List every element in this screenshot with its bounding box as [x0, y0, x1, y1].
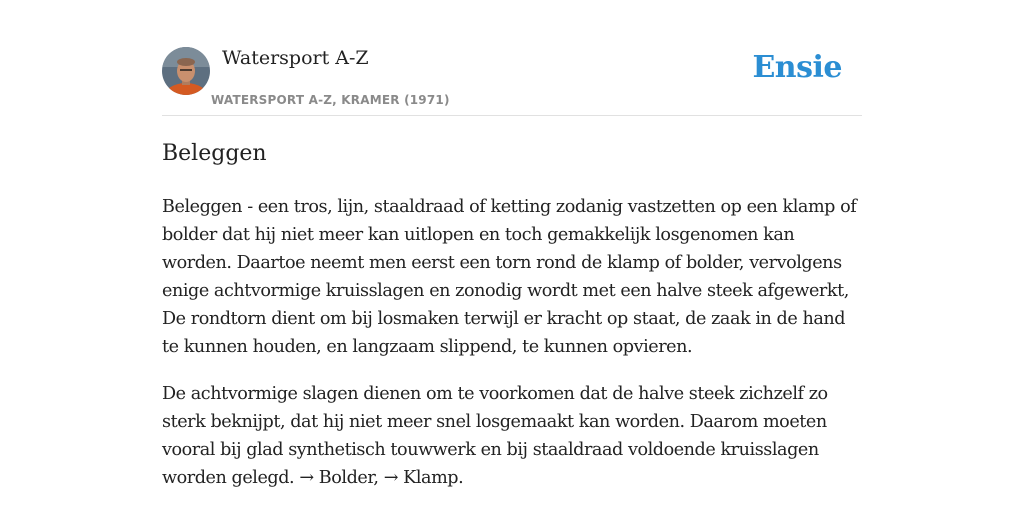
source-name[interactable]: Watersport A-Z [222, 47, 369, 69]
person-photo-icon [162, 47, 210, 95]
ensie-logo[interactable]: Ensie [752, 50, 842, 85]
entry-body [162, 193, 862, 511]
link-klamp[interactable]: → Klamp [383, 468, 459, 488]
paragraph-2-text: De achtvormige slagen dienen om te voorkomen dat de halve steek zichzelf zo sterk beknijpt, dat hij niet meer snel losgemaakt kan worden. Daarom moeten vooral bij glad synthetisch touwwerk en bij staaldraad voldoende kruisslagen worden gelegd. [162, 384, 828, 488]
source-subtitle[interactable]: WATERSPORT A-Z, KRAMER (1971) [211, 93, 450, 107]
link-bolder[interactable]: → Bolder [299, 468, 374, 488]
paragraph-2 [162, 380, 862, 492]
entry-title: Beleggen [162, 141, 267, 166]
link-separator: , [373, 468, 379, 488]
paragraph-1: Beleggen - een tros, lijn, staaldraad of ketting zodanig vastzetten op een klamp of bolder dat hij niet meer kan uitlopen en toch gemakkelijk losgenomen kan worden. Daartoe neemt men eerst een torn rond de klamp of bolder, vervolgens enige achtvormige kruisslagen en zonodig wordt met een halve steek afgewerkt, De rondtorn dient om bij losmaken terwijl er kracht op staat, de zaak in de hand te kunnen houden, en langzaam slippend, te kunnen opvieren. [162, 197, 857, 357]
final-period: . [458, 468, 464, 488]
entry-header [162, 46, 862, 116]
avatar[interactable] [162, 47, 210, 95]
